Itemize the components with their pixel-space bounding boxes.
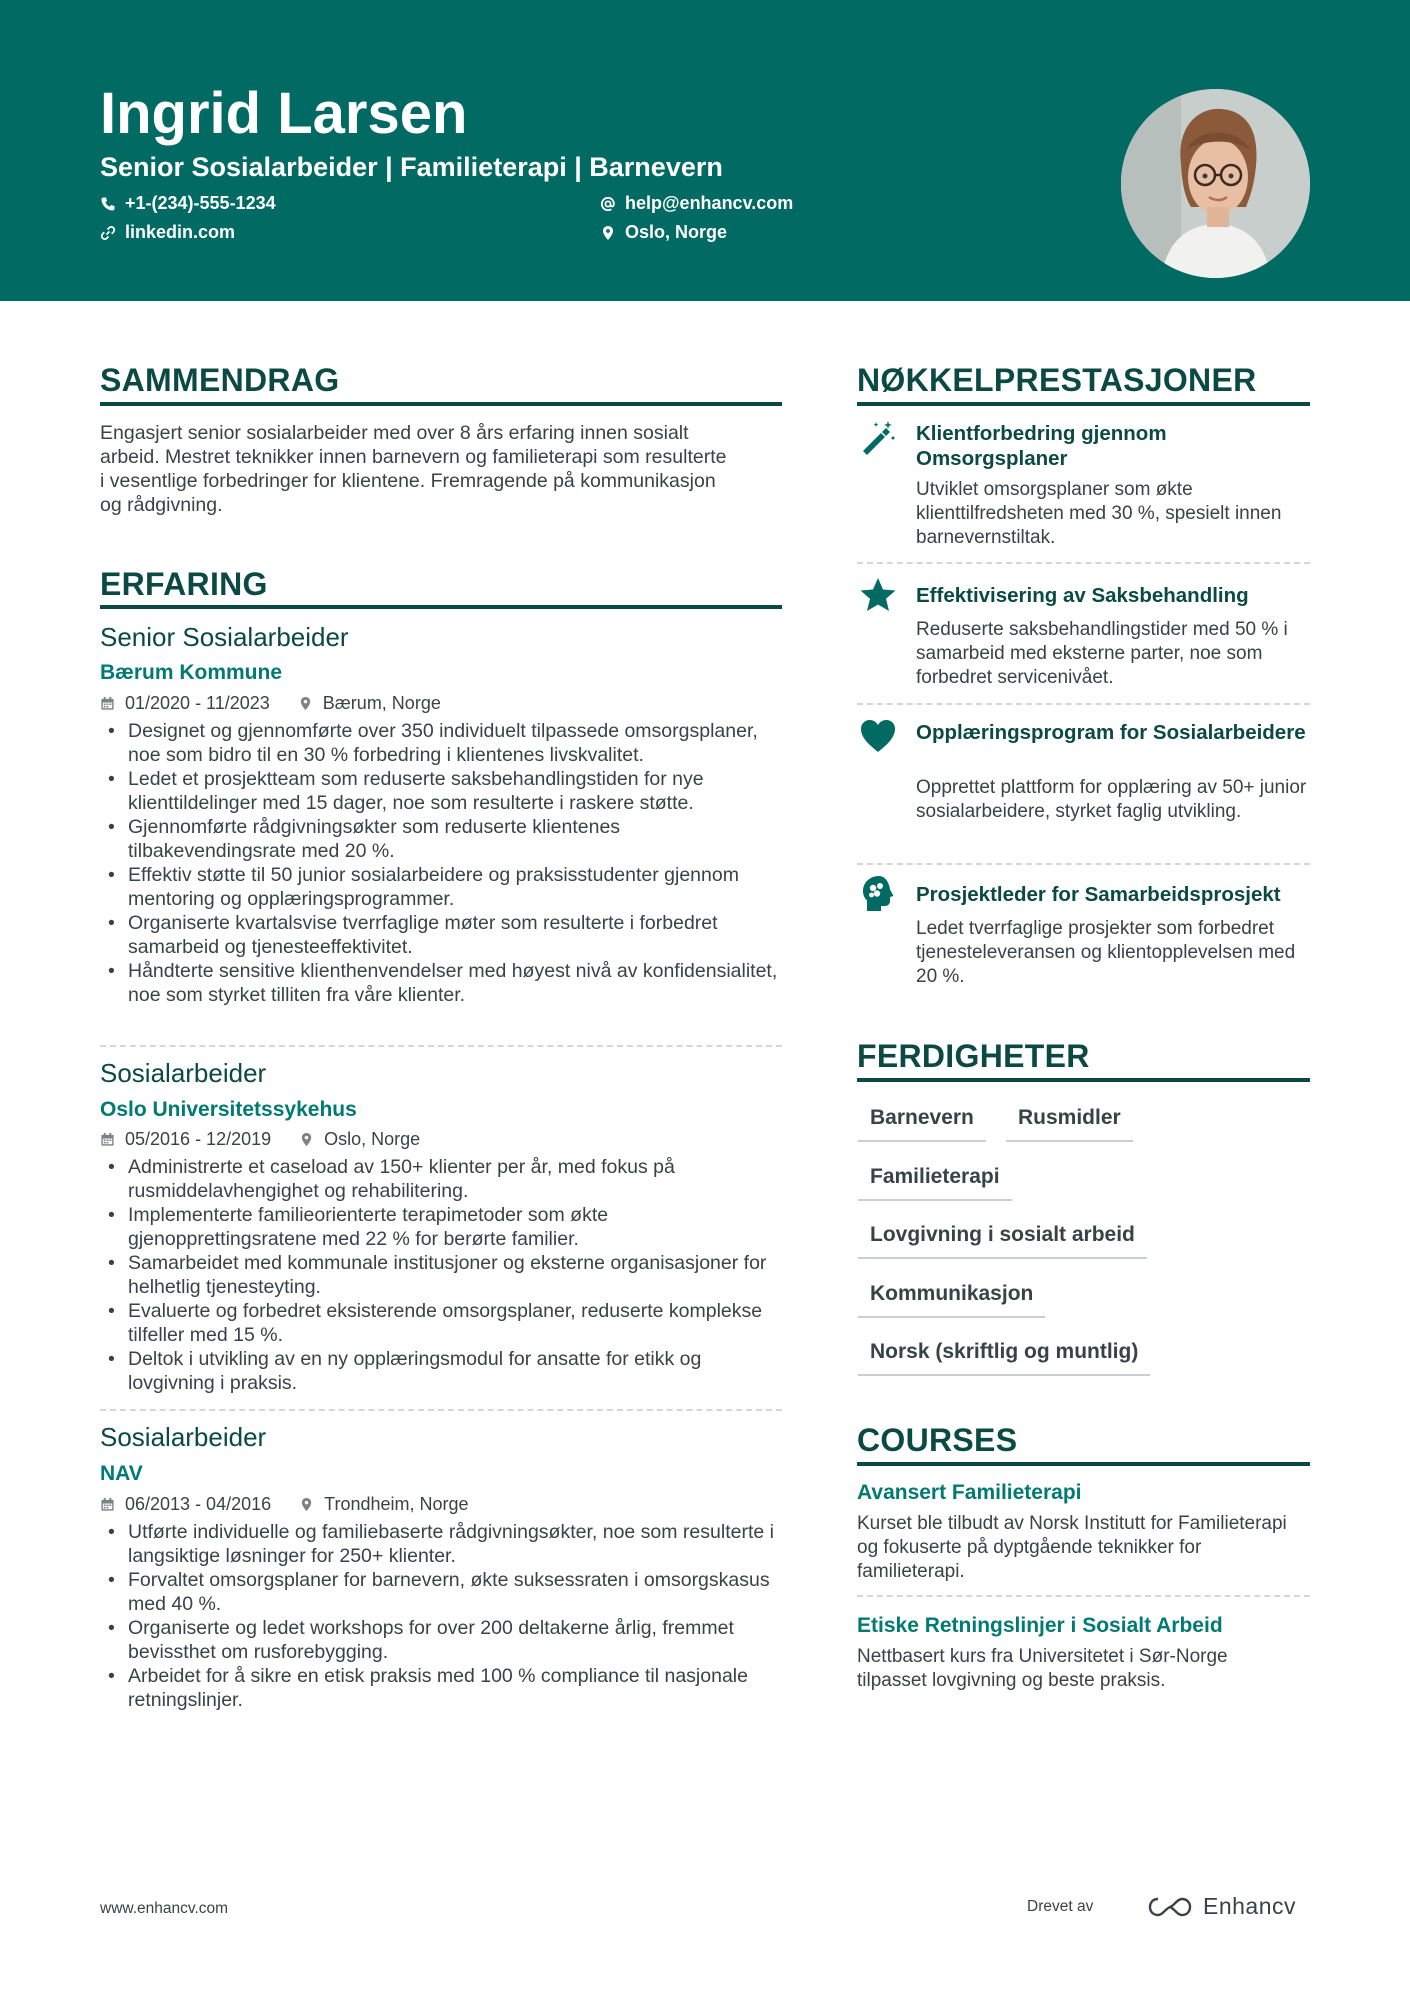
course-title: Etiske Retningslinjer i Sosialt Arbeid	[857, 1614, 1223, 1637]
job-location: Trondheim, Norge	[324, 1494, 469, 1514]
job-bullet: • Utførte individuelle og familiebaserte rådgivningsøkter, noe som resulterte i langsiktige løsninger for 250+ klienter.	[100, 1520, 790, 1568]
job-role: Sosialarbeider	[100, 1422, 267, 1452]
skill-tag: Rusmidler	[1006, 1106, 1133, 1142]
job-bullet: • Effektiv støtte til 50 junior sosialarbeidere og praksisstudenter gjennom mentoring og opplæringsprogrammer.	[100, 863, 790, 911]
job-bullet: • Administrerte et caseload av 150+ klienter per år, med fokus på rusmiddelavhengighet og rehabilitering.	[100, 1155, 790, 1203]
skill-tag: Familieterapi	[858, 1165, 1012, 1201]
achievement-divider	[857, 703, 1310, 705]
phone-text: +1-(234)-555-1234	[125, 193, 276, 213]
footer-url[interactable]: www.enhancv.com	[100, 1900, 229, 1917]
summary-line: og rådgivning.	[100, 494, 223, 516]
job-location: Bærum, Norge	[322, 693, 441, 713]
job-divider	[100, 1409, 782, 1411]
job-bullet: • Gjennomførte rådgivningsøkter som reduserte klientenes tilbakevendingsrate med 20 %.	[100, 815, 790, 863]
achievement-divider	[857, 562, 1310, 564]
job-company: Bærum Kommune	[100, 661, 283, 684]
achievement-title: Prosjektleder for Samarbeidsprosjekt	[916, 883, 1281, 906]
course-divider	[857, 1595, 1310, 1597]
skill-tag: Norsk (skriftlig og muntlig)	[858, 1340, 1150, 1376]
achievement-desc: Opprettet plattform for opplæring av 50+ junior sosialarbeidere, styrket faglig utvikling.	[916, 777, 1307, 822]
head-brain-icon	[858, 874, 898, 914]
skills-rule	[857, 1078, 1310, 1082]
summary-heading: SAMMENDRAG	[100, 362, 340, 398]
summary-line: arbeid. Mestret teknikker innen barnevern og familieterapi som resulterte	[100, 446, 727, 468]
at-icon	[600, 196, 616, 212]
achievements-heading: NØKKELPRESTASJONER	[857, 362, 1257, 398]
achievements-rule	[857, 402, 1310, 406]
job-meta	[100, 1494, 469, 1515]
enhancv-logo[interactable]	[1147, 1893, 1296, 1920]
experience-rule	[100, 605, 782, 609]
calendar-icon	[100, 1497, 115, 1512]
course-title: Avansert Familieterapi	[857, 1481, 1082, 1504]
location-text: Oslo, Norge	[625, 222, 728, 242]
link-icon	[100, 225, 116, 241]
experience-heading: ERFARING	[100, 566, 268, 602]
achievement-desc: Utviklet omsorgsplaner som økte klienttilfredsheten med 30 %, spesielt innen barnevernstiltak.	[916, 479, 1282, 548]
skill-tag: Lovgivning i sosialt arbeid	[858, 1223, 1147, 1259]
email-contact[interactable]	[600, 193, 793, 214]
achievement-divider	[857, 863, 1310, 865]
job-bullet: • Designet og gjennomførte over 350 individuelt tilpassede omsorgsplaner, noe som bidro til en 30 % forbedring i klientenes livskvalitet.	[100, 719, 790, 767]
job-role: Senior Sosialarbeider	[100, 622, 349, 652]
location-pin-icon	[299, 1497, 314, 1512]
job-divider	[100, 1045, 782, 1047]
job-bullet: • Implementerte familieorienterte terapimetoder som økte gjenopprettingsratene med 22 % for berørte familier.	[100, 1203, 790, 1251]
enhancv-logo-icon	[1147, 1895, 1193, 1919]
phone-icon	[100, 196, 116, 212]
job-bullet: • Organiserte og ledet workshops for over 200 deltakerne årlig, fremmet bevissthet om rusforebygging.	[100, 1616, 790, 1664]
star-icon	[858, 575, 898, 615]
job-bullet: • Håndterte sensitive klienthenvendelser med høyest nivå av konfidensialitet, noe som styrket tilliten fra våre klienter.	[100, 959, 790, 1007]
skill-tag: Barnevern	[858, 1106, 986, 1142]
location-pin-icon	[299, 1132, 314, 1147]
magic-wand-icon	[858, 418, 898, 458]
job-bullet: • Ledet et prosjektteam som reduserte saksbehandlingstiden for nye klienttildelinger med 15 dager, noe som resulterte i raskere støtte.	[100, 767, 790, 815]
calendar-icon	[100, 1132, 115, 1147]
summary-rule	[100, 402, 782, 406]
header-banner	[0, 0, 1410, 301]
achievement-desc: Reduserte saksbehandlingstider med 50 % i samarbeid med eksterne parter, noe som forbedret servicenivået.	[916, 619, 1288, 688]
job-meta	[100, 1129, 420, 1150]
achievement-title: Klientforbedring gjennom Omsorgsplaner	[916, 422, 1167, 470]
job-dates: 05/2016 - 12/2019	[125, 1129, 272, 1149]
job-company: NAV	[100, 1462, 143, 1485]
location-pin-icon	[298, 696, 313, 711]
job-location: Oslo, Norge	[324, 1129, 421, 1149]
job-dates: 06/2013 - 04/2016	[125, 1494, 272, 1514]
skills-heading: FERDIGHETER	[857, 1038, 1090, 1074]
courses-rule	[857, 1462, 1310, 1466]
job-bullet: • Samarbeidet med kommunale institusjoner og eksterne organisasjoner for helhetlig tjenesteyting.	[100, 1251, 790, 1299]
skill-tag: Kommunikasjon	[858, 1282, 1045, 1318]
calendar-icon	[100, 696, 115, 711]
job-role: Sosialarbeider	[100, 1058, 267, 1088]
phone-contact[interactable]	[100, 193, 276, 214]
candidate-name: Ingrid Larsen	[100, 81, 468, 146]
achievement-desc: Ledet tverrfaglige prosjekter som forbedret tjenesteleveransen og klientopplevelsen med 20 %.	[916, 918, 1296, 987]
achievement-title: Opplæringsprogram for Sosialarbeidere	[916, 721, 1306, 744]
candidate-title: Senior Sosialarbeider | Familieterapi | Barnevern	[100, 152, 723, 182]
email-text: help@enhancv.com	[625, 193, 794, 213]
summary-line: i vesentlige forbedringer for klientene. Fremragende på kommunikasjon	[100, 470, 716, 492]
job-dates: 01/2020 - 11/2023	[125, 693, 270, 713]
job-meta	[100, 693, 441, 714]
job-company: Oslo Universitetssykehus	[100, 1098, 357, 1121]
linkedin-contact[interactable]	[100, 222, 235, 243]
linkedin-text: linkedin.com	[125, 222, 236, 242]
achievement-title: Effektivisering av Saksbehandling	[916, 584, 1249, 607]
profile-photo	[1121, 89, 1310, 278]
job-bullet: • Forvaltet omsorgsplaner for barnevern, økte suksessraten i omsorgskasus med 40 %.	[100, 1568, 790, 1616]
job-bullet: • Evaluerte og forbedret eksisterende omsorgsplaner, reduserte komplekse tilfeller med 15 %.	[100, 1299, 790, 1347]
job-bullets	[100, 1520, 790, 1712]
location-pin-icon	[600, 225, 616, 241]
job-bullet: • Organiserte kvartalsvise tverrfaglige møter som resulterte i forbedret samarbeid og tjenesteeffektivitet.	[100, 911, 790, 959]
enhancv-logo-text: Enhancv	[1203, 1893, 1297, 1919]
location-contact	[600, 222, 727, 243]
heart-icon	[858, 716, 898, 756]
job-bullet: • Arbeidet for å sikre en etisk praksis med 100 % compliance til nasjonale retningslinjer.	[100, 1664, 790, 1712]
footer-powered-by: Drevet av	[1027, 1898, 1094, 1915]
portrait-image	[1121, 89, 1310, 278]
job-bullets	[100, 1155, 790, 1395]
courses-heading: COURSES	[857, 1422, 1018, 1458]
course-desc: Nettbasert kurs fra Universitetet i Sør-Norge tilpasset lovgivning og beste praksis.	[857, 1646, 1228, 1691]
summary-line: Engasjert senior sosialarbeider med over 8 års erfaring innen sosialt	[100, 422, 689, 444]
job-bullet: • Deltok i utvikling av en ny opplæringsmodul for ansatte for etikk og lovgivning i praksis.	[100, 1347, 790, 1395]
job-bullets	[100, 719, 790, 1007]
course-desc: Kurset ble tilbudt av Norsk Institutt for Familieterapi og fokuserte på dyptgående teknikker for familieterapi.	[857, 1513, 1287, 1582]
